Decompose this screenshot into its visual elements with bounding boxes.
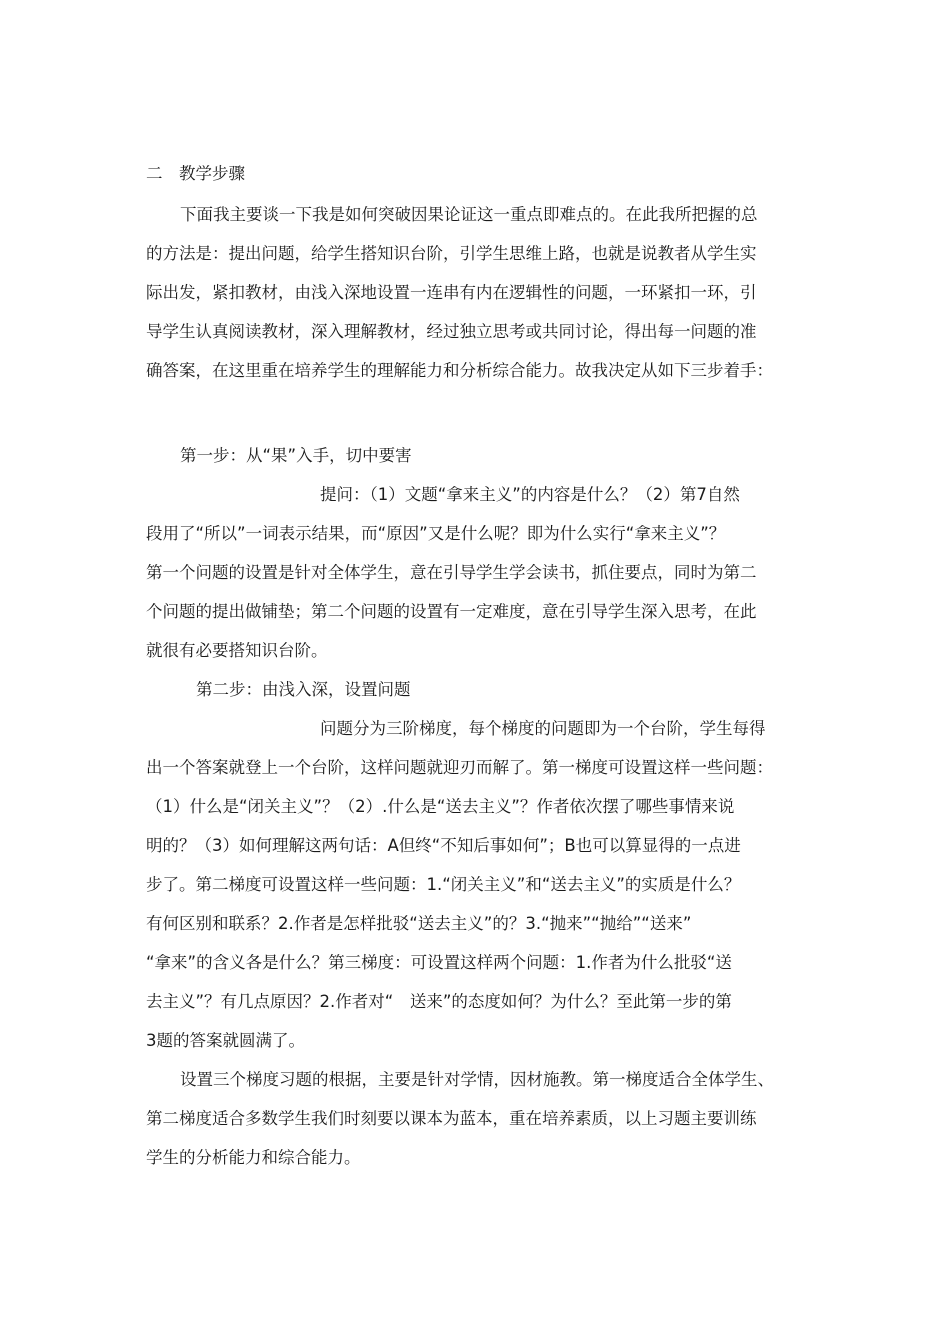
step2-line-2: 出一个答案就登上一个台阶，这样问题就迎刃而解了。第一梯度可设置这样一些问题： (146, 758, 773, 777)
step2-line-3: （1）什么是“闭关主义”？（2）.什么是“送去主义”？作者依次摆了哪些事情来说 (146, 797, 735, 816)
closing-line-2: 第二梯度适合多数学生我们时刻要以课本为蓝本，重在培养素质，以上习题主要训练 (146, 1109, 757, 1128)
step1-line-5: 就很有必要搭知识台阶。 (146, 641, 328, 660)
step2-line-8: 去主义”？有几点原因？2.作者对“ 送来”的态度如何？为什么？至此第一步的第 (146, 992, 732, 1011)
step2-line-1: 问题分为三阶梯度，每个梯度的问题即为一个台阶，学生每得 (320, 719, 766, 738)
closing-line-1: 设置三个梯度习题的根据，主要是针对学情，因材施教。第一梯度适合全体学生、 (180, 1070, 774, 1089)
step1-title: 第一步：从“果”入手，切中要害 (180, 446, 412, 465)
section-heading: 二 教学步骤 (146, 164, 245, 183)
step2-line-7: “拿来”的含义各是什么？第三梯度：可设置这样两个问题：1.作者为什么批驳“送 (146, 953, 732, 972)
intro-line-4: 导学生认真阅读教材，深入理解教材，经过独立思考或共同讨论，得出每一问题的准 (146, 322, 757, 341)
intro-line-3: 际出发，紧扣教材，由浅入深地设置一连串有内在逻辑性的问题，一环紧扣一环，引 (146, 283, 757, 302)
step1-line-1: 提问：（1）文题“拿来主义”的内容是什么？（2）第7自然 (320, 485, 740, 504)
step2-line-9: 3题的答案就圆满了。 (146, 1031, 305, 1050)
intro-line-2: 的方法是：提出问题，给学生搭知识台阶，引学生思维上路，也就是说教者从学生实 (146, 244, 757, 263)
closing-line-3: 学生的分析能力和综合能力。 (146, 1148, 361, 1167)
intro-line-5: 确答案，在这里重在培养学生的理解能力和分析综合能力。故我决定从如下三步着手： (146, 361, 773, 380)
step2-title: 第二步：由浅入深，设置问题 (196, 680, 411, 699)
step1-line-3: 第一个问题的设置是针对全体学生，意在引导学生学会读书，抓住要点，同时为第二 (146, 563, 757, 582)
step1-line-4: 个问题的提出做铺垫；第二个问题的设置有一定难度，意在引导学生深入思考，在此 (146, 602, 757, 621)
step1-line-2: 段用了“所以”一词表示结果，而“原因”又是什么呢？即为什么实行“拿来主义”？ (146, 524, 726, 543)
intro-line-1: 下面我主要谈一下我是如何突破因果论证这一重点即难点的。在此我所把握的总 (180, 205, 758, 224)
step2-line-6: 有何区别和联系？2.作者是怎样批驳“送去主义”的？3.“抛来”“抛给”“送来” (146, 914, 692, 933)
step2-line-5: 步了。第二梯度可设置这样一些问题：1.“闭关主义”和“送去主义”的实质是什么？ (146, 875, 741, 894)
step2-line-4: 明的？（3）如何理解这两句话：A但终“不知后事如何”；B也可以算显得的一点进 (146, 836, 741, 855)
